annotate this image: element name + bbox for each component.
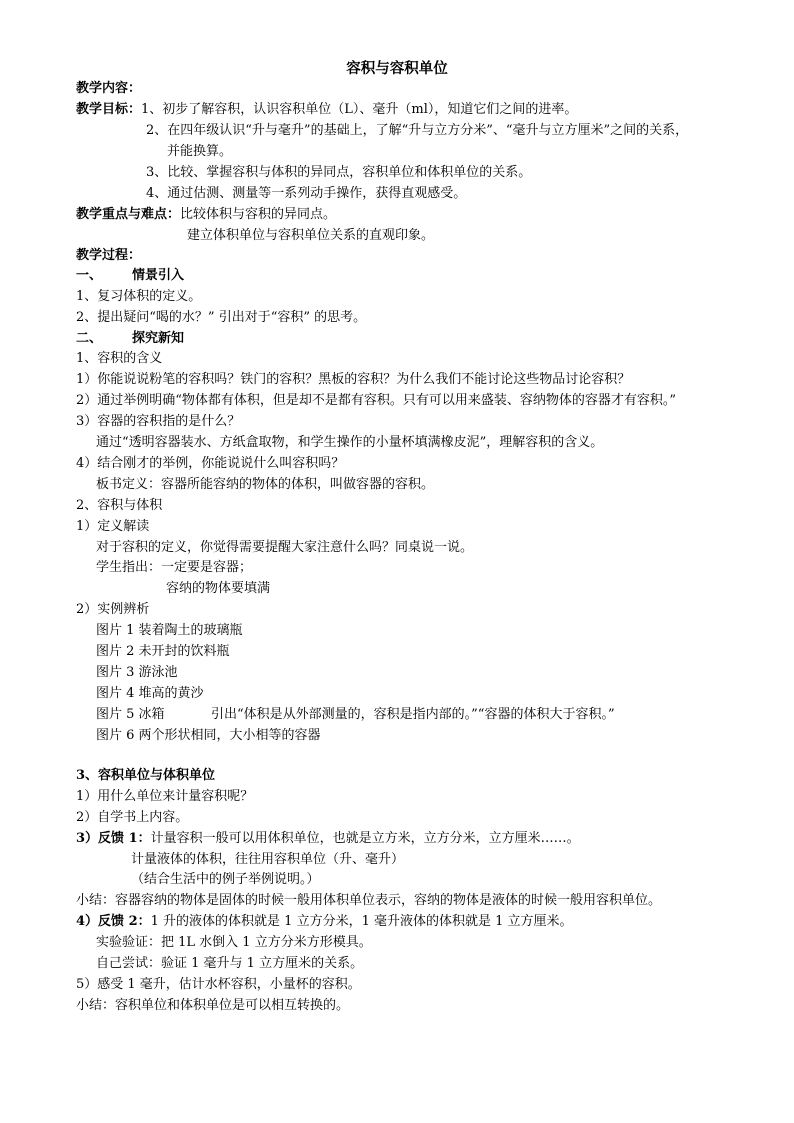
content-label: 教学内容： [76, 81, 142, 96]
picture-item: 图片 3 游泳池 [96, 665, 178, 680]
section-1-item: 1、复习体积的定义。 [76, 289, 202, 304]
section-2-line: 2、容积与体积 [76, 498, 163, 513]
picture-item: 图片 2 未开封的饮料瓶 [96, 644, 230, 659]
section-1-number: 一、 [76, 268, 103, 283]
section-3-heading: 3、容积单位与体积单位 [76, 768, 216, 783]
summary-2: 小结：容积单位和体积单位是可以相互转换的。 [76, 998, 350, 1013]
section-3-line: （结合生活中的例子举例说明。） [131, 872, 320, 887]
goal-2-cont: 并能换算。 [167, 144, 233, 159]
section-2-line: 1）定义解读 [76, 519, 150, 534]
section-2-line: 3）容器的容积指的是什么？ [76, 414, 241, 429]
process-label: 教学过程： [76, 248, 142, 263]
section-2-line: 板书定义：容器所能容纳的物体的体积，叫做容器的容积。 [96, 477, 435, 492]
section-1-title: 情景引入 [132, 268, 185, 283]
section-2-line: 1）你能说说粉笔的容积吗？铁门的容积？黑板的容积？为什么我们不能讨论这些物品讨论容积？ [76, 372, 631, 387]
section-2-line: 4）结合刚才的举例，你能说说什么叫容积吗？ [76, 456, 345, 471]
picture-item: 图片 4 堆高的黄沙 [96, 686, 204, 701]
goals-label: 教学目标： [76, 102, 142, 117]
section-3-line: 计量液体的体积，往往用容积单位（升、毫升） [131, 852, 405, 867]
section-1-heading [76, 266, 184, 286]
feedback-2-text: 1 升的液体的体积就是 1 立方分米，1 毫升液体的体积就是 1 立方厘米。 [150, 914, 573, 929]
goal-3: 3、比较、掌握容积与体积的异同点，容积单位和体积单位的关系。 [146, 165, 532, 180]
section-2-line: 学生指出：一定要是容器； [96, 560, 253, 575]
section-2-line: 1、容积的含义 [76, 351, 163, 366]
goal-4: 4、通过估测、测量等一系列动手操作，获得直观感受。 [146, 186, 467, 201]
key-label: 教学重点与难点： [76, 207, 181, 222]
key-point-1: 比较体积与容积的异同点。 [180, 207, 337, 222]
section-2-title: 探究新知 [132, 331, 185, 346]
section-2-line: 容纳的物体要填满 [166, 581, 271, 596]
section-3-line: 2）自学书上内容。 [76, 810, 189, 825]
picture-item: 图片 1 装着陶土的玻璃瓶 [96, 623, 243, 638]
goal-2: 2、在四年级认识“升与毫升”的基础上，了解“升与立方分米”、“毫升与立方厘米”之间的关系， [146, 123, 689, 138]
key-points-line-1 [76, 205, 336, 225]
summary-1: 小结：容器容纳的物体是固体的时候一般用体积单位表示，容纳的物体是液体的时候一般用容积单位。 [76, 893, 662, 908]
goals-line-1 [76, 100, 577, 120]
feedback-2-label: 4）反馈 2： [76, 914, 151, 929]
page-title: 容积与容积单位 [346, 60, 448, 77]
section-2-line: 通过“透明容器装水、方纸盒取物，和学生操作的小量杯填满橡皮泥”，理解容积的含义。 [96, 435, 604, 450]
feedback-1-line [76, 829, 580, 849]
feedback-1-label: 3）反馈 1： [76, 831, 151, 846]
section-2-line: 2）实例辨析 [76, 602, 150, 617]
feedback-2-line [76, 912, 573, 932]
section-3-line: 5）感受 1 毫升，估计水杯容积，小量杯的容积。 [76, 977, 361, 992]
section-2-number: 二、 [76, 331, 103, 346]
feedback-1-text: 计量容积一般可以用体积单位，也就是立方米，立方分米，立方厘米……。 [150, 831, 580, 846]
section-1-item: 2、提出疑问“喝的水？” 引出对于“容积” 的思考。 [76, 310, 367, 325]
section-3-line: 自己尝试：验证 1 毫升与 1 立方厘米的关系。 [96, 956, 364, 971]
section-3-line: 1）用什么单位来计量容积呢？ [76, 789, 254, 804]
key-point-2: 建立体积单位与容积单位关系的直观印象。 [187, 228, 435, 243]
picture-item: 图片 5 冰箱 [96, 707, 165, 722]
section-3-line: 实验验证：把 1L 水倒入 1 立方分米方形模具。 [96, 935, 372, 950]
picture-5-note: 引出“体积是从外部测量的，容积是指内部的。”“容器的体积大于容积。” [211, 707, 615, 722]
goal-1: 1、初步了解容积，认识容积单位（L）、毫升（ml），知道它们之间的进率。 [141, 102, 578, 117]
section-2-line: 对于容积的定义，你觉得需要提醒大家注意什么吗？同桌说一说。 [96, 540, 474, 555]
picture-item: 图片 6 两个形状相同，大小相等的容器 [96, 728, 321, 743]
section-2-line: 2）通过举例明确“物体都有体积，但是却不是都有容积。只有可以用来盛装、容纳物体的容器才有容积。” [76, 393, 677, 408]
section-2-heading [76, 329, 184, 349]
